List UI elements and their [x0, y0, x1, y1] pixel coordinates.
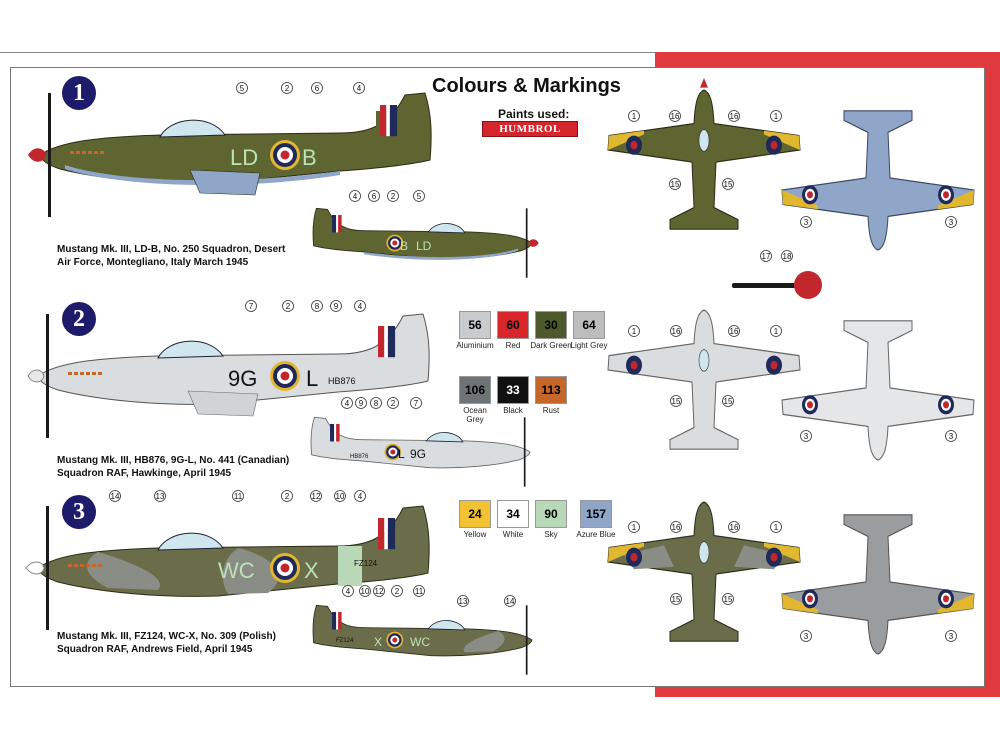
caption-3-line-1: Mustang Mk. III, FZ124, WC-X, No. 309 (Polish) [57, 631, 276, 642]
callout-num: 1 [773, 112, 779, 121]
callout-num: 16 [671, 523, 681, 532]
callout-num: 17 [761, 252, 771, 261]
callout-num: 15 [723, 397, 733, 406]
s1-small-code-right: B [400, 239, 409, 253]
scheme-badge-2: 2 [62, 302, 96, 336]
s3-serial: FZ124 [354, 559, 378, 568]
paint-name: Aluminium [456, 341, 494, 350]
callout-num: 3 [803, 218, 809, 227]
callout-num: 2 [390, 399, 396, 408]
callout-num: 9 [333, 302, 339, 311]
s2-code-left: 9G [228, 366, 258, 391]
callout-num: 4 [357, 492, 363, 501]
s2-serial: HB876 [328, 376, 356, 386]
paint-code: 60 [506, 318, 520, 332]
scheme-1-under-view [782, 111, 974, 250]
callout-num: 3 [948, 632, 954, 641]
callout-num: 14 [110, 492, 120, 501]
paint-name: Azure Blue [576, 530, 616, 539]
callout-num: 16 [729, 112, 739, 121]
caption-1-line-2: Air Force, Montegliano, Italy March 1945 [57, 257, 249, 268]
s1-code-left: LD [230, 145, 259, 170]
callout-num: 12 [311, 492, 321, 501]
callout-num: 8 [314, 302, 320, 311]
callout-num: 2 [394, 587, 400, 596]
callout-num: 10 [360, 587, 370, 596]
callout-num: 16 [670, 112, 680, 121]
paint-name: Sky [544, 530, 558, 539]
callout-num: 2 [285, 302, 291, 311]
s3-code-left: WC [218, 558, 255, 583]
paint-name: Dark Green [530, 341, 572, 350]
scheme-2-side-view [28, 314, 429, 438]
paint-code: 33 [506, 383, 520, 397]
callout-num: 8 [373, 399, 379, 408]
callout-num: 16 [729, 523, 739, 532]
callout-num: 3 [948, 432, 954, 441]
paint-code: 157 [585, 507, 607, 521]
paint-name: Black [503, 406, 523, 415]
s3-small-code-left: WC [410, 635, 430, 649]
paint-name: Red [505, 341, 521, 350]
paint-code: 24 [468, 507, 482, 521]
s1-code-right: B [302, 145, 317, 170]
paint-name: Ocean Grey [463, 406, 487, 424]
callout-num: 13 [155, 492, 165, 501]
callout-num: 2 [284, 492, 290, 501]
propeller-detail [732, 271, 822, 299]
callout-num: 7 [413, 399, 419, 408]
callout-num: 15 [723, 180, 733, 189]
s2-code-right: L [306, 366, 319, 391]
callout-num: 12 [374, 587, 384, 596]
caption-2-line-1: Mustang Mk. III, HB876, 9G-L, No. 441 (Canadian) [57, 455, 290, 466]
scheme-1-top-view [608, 78, 800, 229]
callout-num: 7 [248, 302, 254, 311]
callout-num: 4 [352, 192, 358, 201]
s2-small-code-left: 9G [410, 447, 427, 461]
callout-num: 3 [803, 432, 809, 441]
s2-small-serial: HB876 [350, 454, 369, 460]
caption-2-line-2: Squadron RAF, Hawkinge, April 1945 [57, 468, 232, 479]
s3-code-right: X [304, 558, 319, 583]
paint-name: Light Grey [570, 341, 608, 350]
paint-code: 64 [582, 318, 596, 332]
callout-num: 2 [284, 84, 290, 93]
paint-code: 30 [544, 318, 558, 332]
paint-code: 106 [464, 383, 486, 397]
s3-small-serial: FZ124 [336, 638, 354, 644]
callout-num: 4 [356, 84, 362, 93]
callout-num: 5 [239, 84, 245, 93]
callout-num: 11 [414, 587, 424, 596]
scheme-3-side-view [26, 506, 429, 630]
scheme-badge-3: 3 [62, 495, 96, 529]
callout-num: 3 [803, 632, 809, 641]
callout-num: 1 [773, 327, 779, 336]
callout-num: 15 [670, 180, 680, 189]
callout-num: 10 [335, 492, 345, 501]
callout-num: 2 [390, 192, 396, 201]
paint-code: 34 [506, 507, 520, 521]
s2-small-code-right: L [398, 447, 405, 461]
callout-num: 1 [631, 523, 637, 532]
callout-num: 4 [357, 302, 363, 311]
callout-num: 16 [729, 327, 739, 336]
caption-3-line-2: Squadron RAF, Andrews Field, April 1945 [57, 644, 253, 655]
paint-name: Yellow [463, 530, 487, 539]
paint-code: 90 [544, 507, 558, 521]
paint-code: 113 [541, 383, 561, 397]
callout-num: 13 [458, 597, 468, 606]
callout-num: 3 [948, 218, 954, 227]
paint-name: Rust [542, 406, 560, 415]
callout-num: 6 [314, 84, 320, 93]
callout-num: 18 [782, 252, 792, 261]
callout-num: 6 [371, 192, 377, 201]
callout-num: 1 [631, 327, 637, 336]
paint-name: White [502, 530, 524, 539]
scheme-badge-1: 1 [62, 76, 96, 110]
callout-num: 15 [671, 397, 681, 406]
callout-num: 4 [345, 587, 351, 596]
callout-num: 1 [631, 112, 637, 121]
callout-num: 15 [723, 595, 733, 604]
callout-num: 14 [505, 597, 515, 606]
s3-small-code-right: X [374, 635, 383, 649]
callout-num: 9 [358, 399, 364, 408]
callout-num: 15 [671, 595, 681, 604]
callout-num: 4 [344, 399, 350, 408]
page-title: Colours & Markings [432, 75, 621, 97]
s1-small-code-left: LD [416, 239, 432, 253]
callout-num: 1 [773, 523, 779, 532]
callout-num: 11 [233, 492, 243, 501]
humbrol-logo: HUMBROL [482, 121, 578, 137]
callout-num: 16 [671, 327, 681, 336]
callout-num: 5 [416, 192, 422, 201]
paints-used-label: Paints used: [498, 107, 570, 121]
caption-1-line-1: Mustang Mk. III, LD-B, No. 250 Squadron, Desert [57, 244, 286, 255]
paint-code: 56 [468, 318, 482, 332]
